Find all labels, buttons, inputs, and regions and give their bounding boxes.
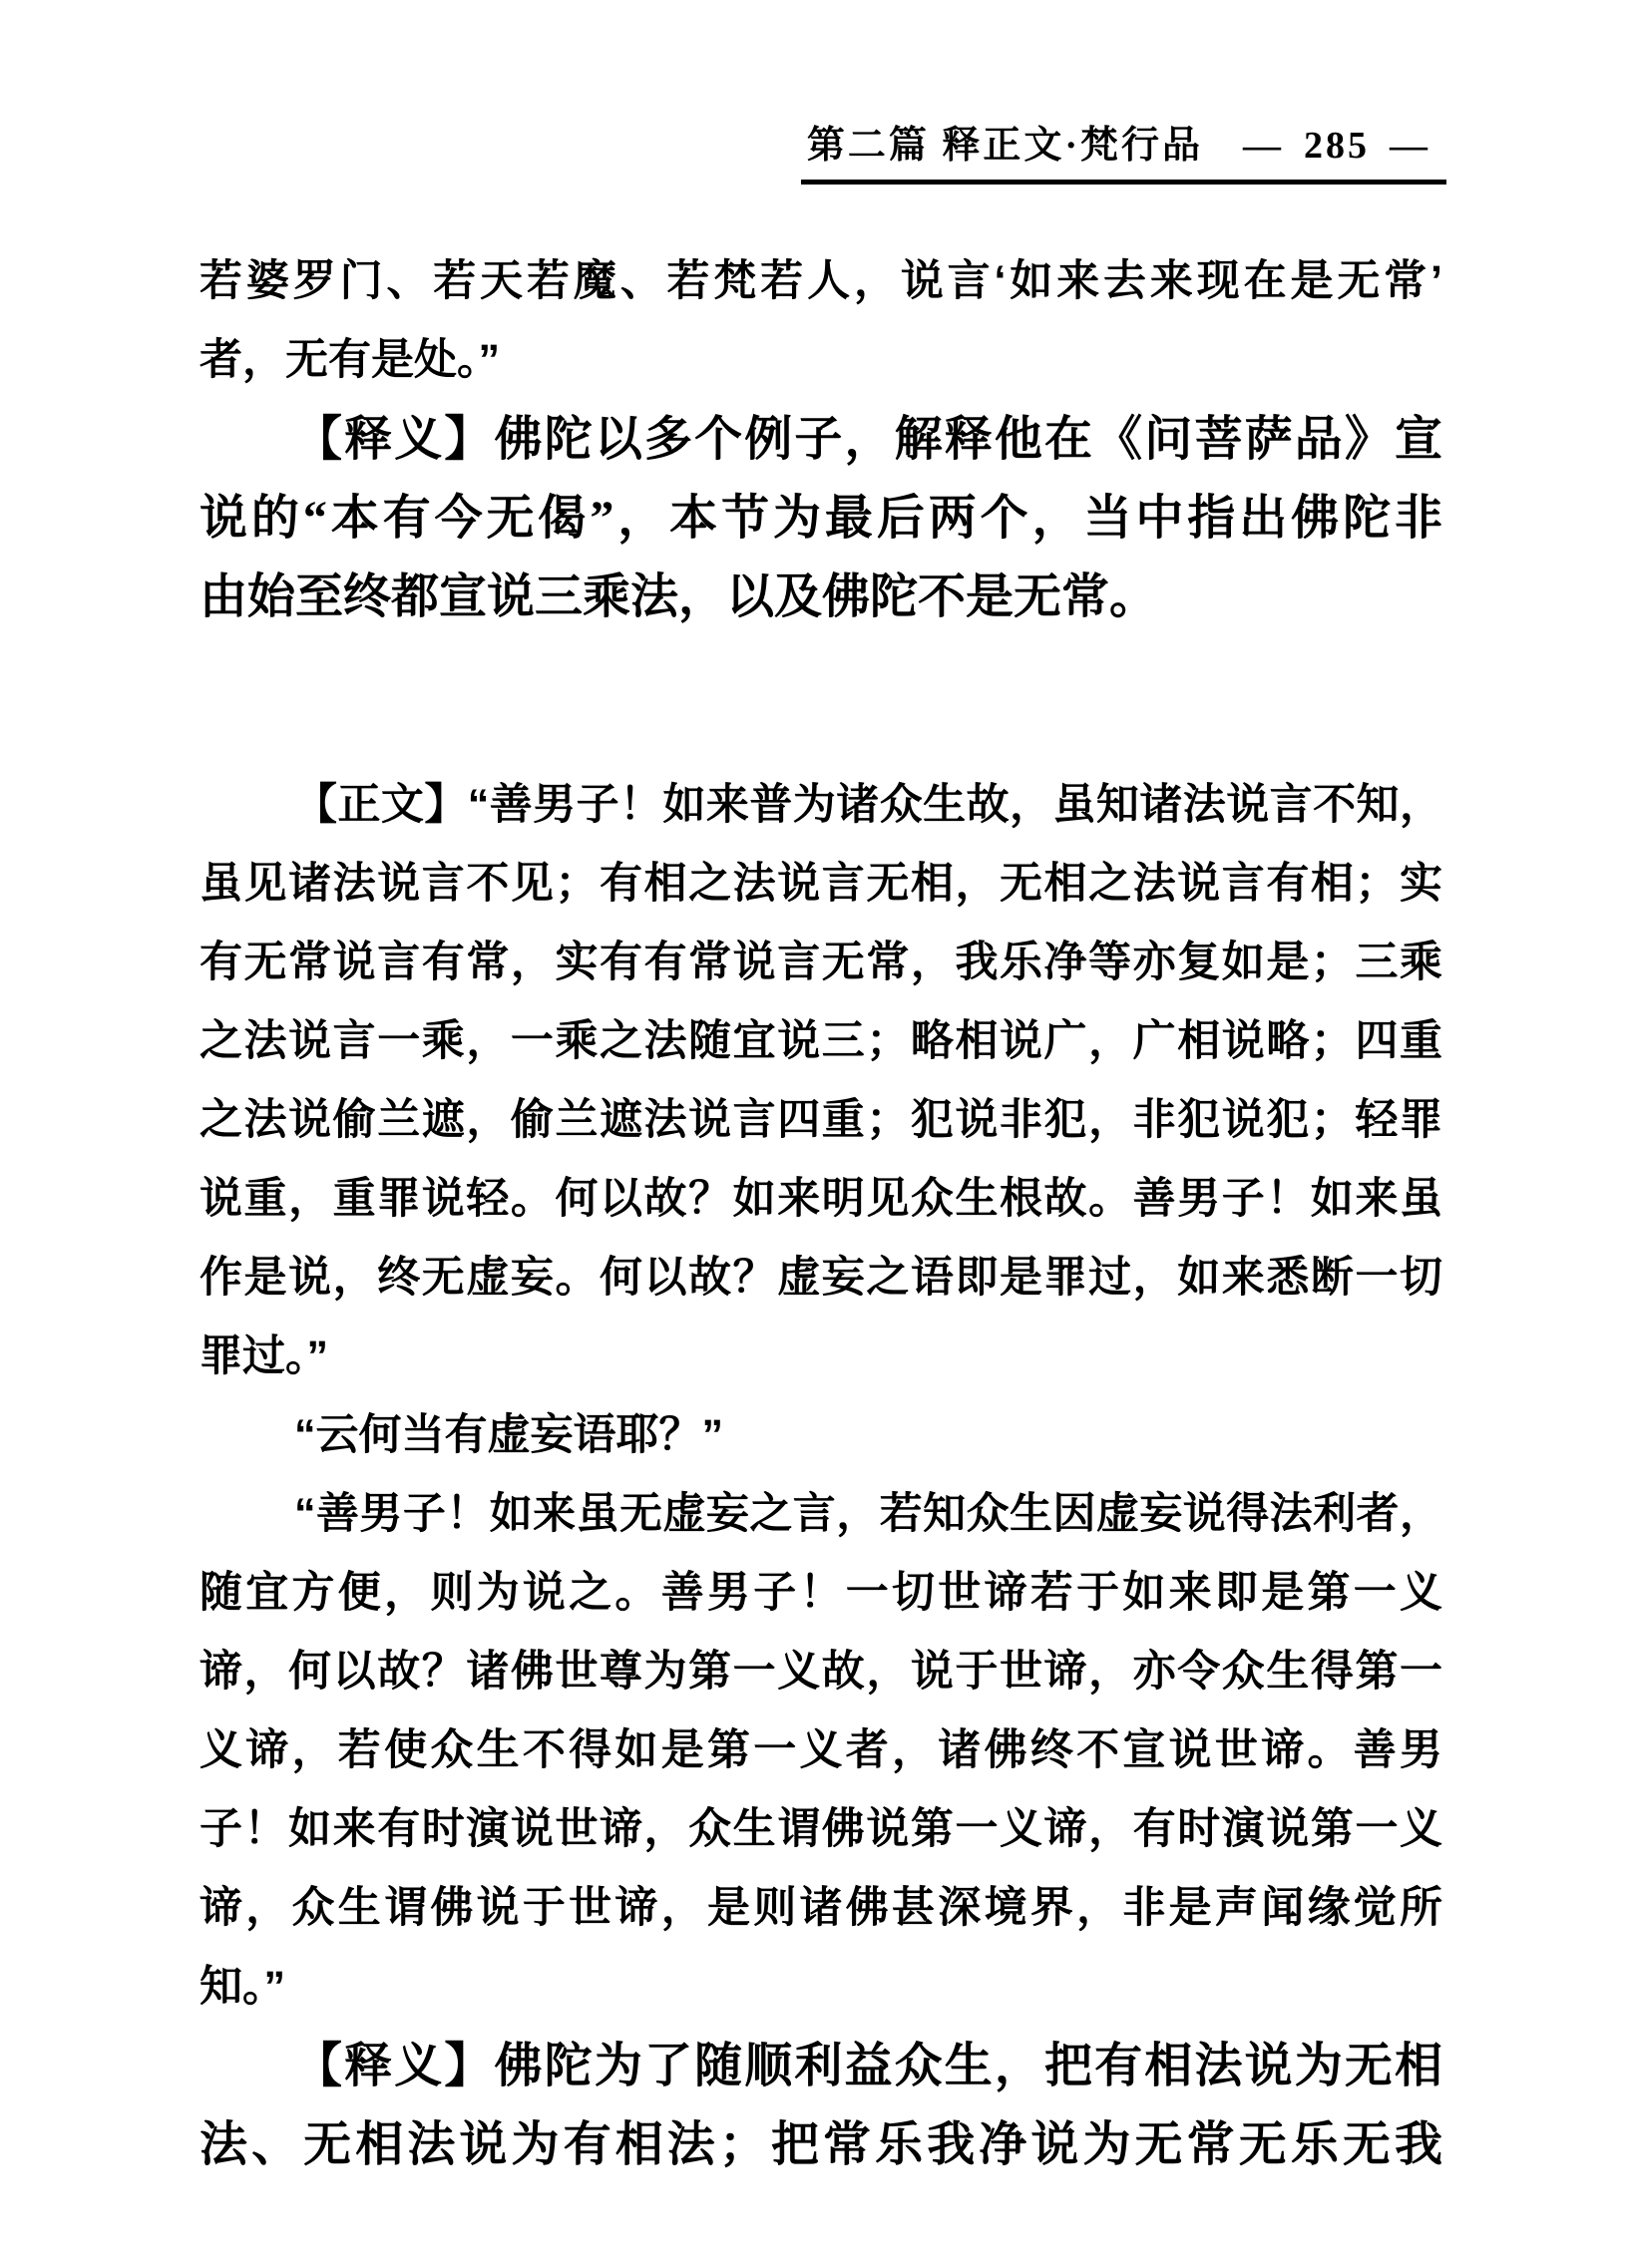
text-line: “善男子！如来虽无虚妄之言，若知众生因虚妄说得法利者， [294,1490,1442,1538]
text-line: 子！如来有时演说世谛，众生谓佛说第一义谛，有时演说第一义 [200,1805,1442,1853]
body-text [200,242,1442,2184]
text-line: 说重，重罪说轻。何以故？如来明见众生根故。善男子！如来虽 [200,1175,1442,1223]
text-line: 虽见诸法说言不见；有相之法说言无相，无相之法说言有相；实 [200,860,1442,908]
paragraph-gap [200,636,1442,766]
text-line-shiyi-label: 【释义】佛陀以多个例子，解释他在《问菩萨品》宣 [294,413,1442,466]
page-dash-left: — [1243,125,1284,167]
page-indicator [1233,125,1440,167]
text-line: “云何当有虚妄语耶？” [294,1411,723,1459]
text-line: 说的“本有今无偈”，本节为最后两个，当中指出佛陀非 [200,492,1442,545]
text-line: 作是说，终无虚妄。何以故？虚妄之语即是罪过，如来悉断一切 [200,1254,1442,1302]
text-line: 若婆罗门、若天若魔、若梵若人，说言‘如来去来现在是无常’ [200,257,1442,305]
chapter-title: 第二篇 释正文·梵行品 [806,125,1203,167]
text-line: 之法说言一乘，一乘之法随宜说三；略相说广，广相说略；四重 [200,1017,1442,1065]
text-line: 谛，何以故？诸佛世尊为第一义故，说于世谛，亦令众生得第一 [200,1648,1442,1696]
page-dash-right: — [1390,125,1430,167]
text-line: 法、无相法说为有相法；把常乐我净说为无常无乐无我 [200,2118,1442,2171]
text-line: 罪过。” [200,1332,328,1380]
text-line: 之法说偷兰遮，偷兰遮法说言四重；犯说非犯，非犯说犯；轻罪 [200,1096,1442,1144]
text-line: 有无常说言有常，实有有常说言无常，我乐净等亦复如是；三乘 [200,939,1442,986]
text-line: 由始至终都宣说三乘法，以及佛陀不是无常。 [200,570,1158,623]
running-header [801,124,1446,185]
text-line-zhengwen-label: 【正文】“善男子！如来普为诸众生故，虽知诸法说言不知， [294,781,1442,829]
text-line-shiyi-label: 【释义】佛陀为了随顺利益众生，把有相法说为无相 [294,2040,1442,2092]
text-line: 知。” [200,1963,285,2011]
text-line: 随宜方便，则为说之。善男子！一切世谛若于如来即是第一义 [200,1569,1442,1617]
page-number: 285 [1304,125,1370,167]
text-line: 义谛，若使众生不得如是第一义者，诸佛终不宣说世谛。善男 [200,1726,1442,1774]
text-line: 者，无有是处。” [200,336,500,384]
text-line: 谛，众生谓佛说于世谛，是则诸佛甚深境界，非是声闻缘觉所 [200,1884,1442,1932]
